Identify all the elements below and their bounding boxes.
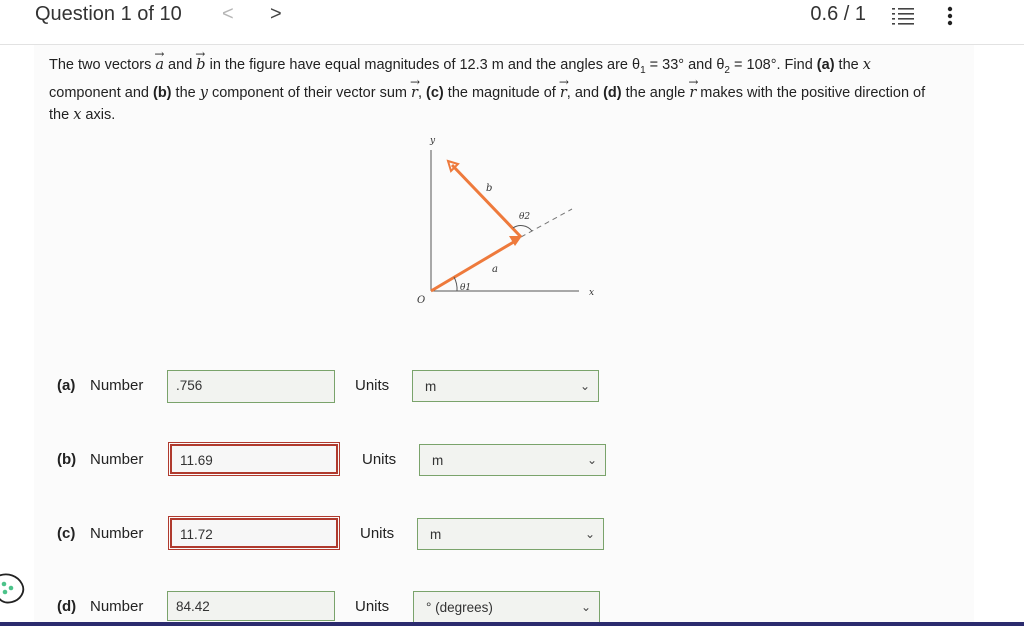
helper-blob-icon[interactable] xyxy=(0,570,28,615)
number-label: Number xyxy=(90,377,144,394)
units-select[interactable]: m ⌄ xyxy=(419,444,606,476)
y-axis-label: y xyxy=(430,136,436,146)
top-bar xyxy=(0,0,1024,45)
vector-b-symbol: → b xyxy=(196,54,205,76)
chevron-down-icon: ⌄ xyxy=(584,527,595,541)
vector-b-arrow xyxy=(452,165,521,237)
chevron-down-icon: ⌄ xyxy=(586,453,597,467)
x-axis-label: x xyxy=(589,288,595,298)
number-label: Number xyxy=(90,525,144,542)
vector-a-arrow xyxy=(431,240,517,291)
chevron-down-icon: ⌄ xyxy=(580,600,591,614)
previous-question-button[interactable]: < xyxy=(222,3,234,25)
chevron-down-icon: ⌄ xyxy=(579,379,590,393)
number-input[interactable]: .756 xyxy=(167,370,335,403)
more-vertical-icon[interactable] xyxy=(945,5,955,32)
footer-bar xyxy=(0,622,1024,626)
part-label: (c) xyxy=(57,525,76,542)
number-label: Number xyxy=(90,598,144,615)
label-theta1: θ1 xyxy=(460,283,472,293)
units-label: Units xyxy=(355,598,390,615)
number-label: Number xyxy=(90,451,144,468)
score-display: 0.6 / 1 xyxy=(810,3,866,25)
label-b: b xyxy=(486,183,493,194)
number-input[interactable]: 11.72 xyxy=(170,518,338,548)
number-input[interactable]: 11.69 xyxy=(170,444,338,474)
label-theta2: θ2 xyxy=(519,212,531,222)
vector-a-symbol: → a xyxy=(155,54,164,76)
part-label: (d) xyxy=(57,598,77,615)
number-input[interactable]: 84.42 xyxy=(167,591,335,621)
units-label: Units xyxy=(360,525,395,542)
answer-row-d xyxy=(57,591,617,625)
units-select[interactable]: m ⌄ xyxy=(417,518,604,550)
units-label: Units xyxy=(355,377,390,394)
label-a: a xyxy=(492,264,498,275)
answer-row-a xyxy=(57,370,617,404)
origin-label: O xyxy=(417,295,426,306)
units-label: Units xyxy=(362,451,397,468)
problem-statement: The two vectors → a and → b in the figure have equal magnitudes of 12.3 m and the angles are $\theta_1 = 33^\circ$ and $\theta_2 = 108^\circ$. Find (a) the x component and (b) the y component of their vector sum → r, (c) the magnitude of → r, and (d) the angle → r makes with the positive direction of the x axis. xyxy=(49,54,929,126)
units-select[interactable]: ° (degrees) ⌄ xyxy=(413,591,600,623)
part-label: (b) xyxy=(57,451,77,468)
list-icon[interactable] xyxy=(892,6,914,31)
answer-row-c xyxy=(57,518,617,552)
answer-row-b xyxy=(57,444,617,478)
next-question-button[interactable]: > xyxy=(270,3,282,25)
vector-diagram xyxy=(414,130,614,310)
question-counter: Question 1 of 10 xyxy=(35,3,182,25)
units-select[interactable]: m ⌄ xyxy=(412,370,599,402)
part-label: (a) xyxy=(57,377,76,394)
vector-figure xyxy=(414,130,614,315)
